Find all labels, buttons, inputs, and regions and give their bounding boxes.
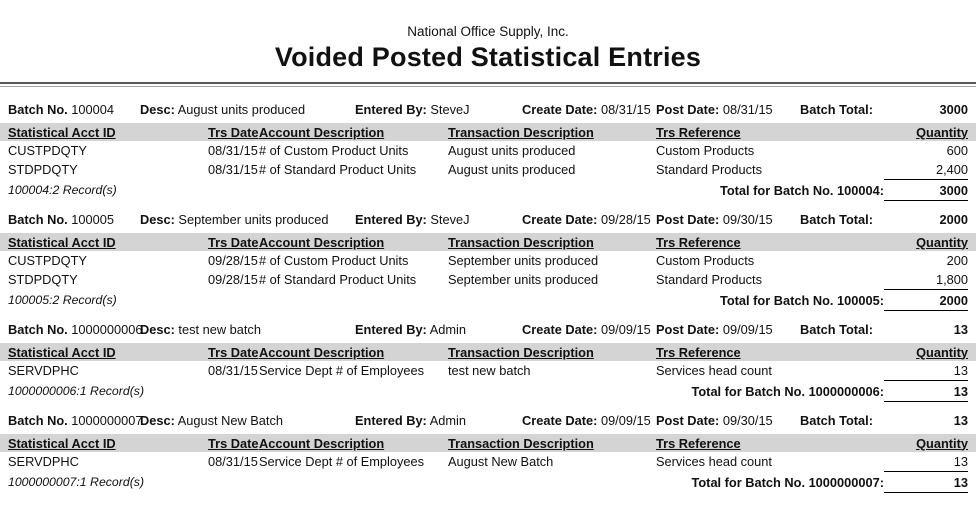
batch-header-row <box>0 408 976 432</box>
column-header-trs-reference: Trs Reference <box>656 344 741 360</box>
column-header-account-description: Account Description <box>259 344 385 360</box>
create-date-value: 09/28/15 <box>600 211 651 227</box>
cell-trs-date: 09/28/15 <box>208 272 258 287</box>
entered-by-value: Admin <box>429 321 466 337</box>
batch-list <box>0 97 976 493</box>
cell-transaction-description: test new batch <box>448 363 531 378</box>
column-header-quantity: Quantity <box>916 234 968 250</box>
cell-trs-reference: Services head count <box>656 363 772 378</box>
create-date-value: 08/31/15 <box>600 101 651 117</box>
post-date-field <box>656 322 800 337</box>
batch-total-row <box>0 471 976 493</box>
cell-trs-date: 08/31/15 <box>208 454 258 469</box>
desc-field <box>140 102 355 117</box>
post-date-value: 08/31/15 <box>722 101 773 117</box>
desc-label: Desc: <box>140 211 175 227</box>
entered-by-field <box>355 212 522 227</box>
desc-value: September units produced <box>178 211 329 227</box>
batch-total-label: Batch Total: <box>800 321 873 337</box>
batch-rows <box>0 251 976 289</box>
total-for-batch-label: Total for Batch No. 100004: <box>719 182 884 198</box>
batch-header-row <box>0 97 976 121</box>
cell-account-description: # of Standard Product Units <box>259 272 417 287</box>
entered-by-value: SteveJ <box>430 101 470 117</box>
post-date-label: Post Date: <box>656 101 720 117</box>
batch-total-field <box>800 322 968 337</box>
column-header-account-description: Account Description <box>259 234 385 250</box>
title-divider-rule <box>0 82 976 87</box>
column-header-transaction-description: Transaction Description <box>448 435 594 451</box>
cell-account-description: # of Custom Product Units <box>259 143 409 158</box>
cell-statistical-acct-id: STDPDQTY <box>8 162 78 177</box>
desc-label: Desc: <box>140 321 175 337</box>
batch-no-label: Batch No. <box>8 101 68 117</box>
table-row <box>0 361 976 380</box>
column-header-statistical-acct-id: Statistical Acct ID <box>8 435 116 451</box>
column-header-row <box>0 123 976 141</box>
create-date-label: Create Date: <box>522 211 598 227</box>
report-page <box>0 24 976 493</box>
batch-total-field <box>800 102 968 117</box>
total-for-batch-value: 2000 <box>884 289 968 311</box>
batch-total-label: Batch Total: <box>800 101 873 117</box>
batch-no-value: 1000000006 <box>71 321 143 337</box>
entered-by-field <box>355 322 522 337</box>
post-date-value: 09/09/15 <box>722 321 773 337</box>
record-count: 100004:2 Record(s) <box>8 183 117 197</box>
create-date-value: 09/09/15 <box>600 321 651 337</box>
create-date-field <box>522 413 656 428</box>
column-header-trs-reference: Trs Reference <box>656 435 741 451</box>
batch-section <box>0 207 976 311</box>
batch-rows <box>0 452 976 471</box>
cell-account-description: # of Standard Product Units <box>259 162 417 177</box>
batch-no-field <box>8 212 140 227</box>
cell-statistical-acct-id: CUSTPDQTY <box>8 143 87 158</box>
entered-by-label: Entered By: <box>355 101 427 117</box>
batch-no-value: 1000000007 <box>71 412 143 428</box>
column-header-account-description: Account Description <box>259 124 385 140</box>
post-date-label: Post Date: <box>656 412 720 428</box>
column-header-account-description: Account Description <box>259 435 385 451</box>
column-header-quantity: Quantity <box>916 124 968 140</box>
create-date-label: Create Date: <box>522 321 598 337</box>
batch-section <box>0 97 976 201</box>
cell-statistical-acct-id: CUSTPDQTY <box>8 253 87 268</box>
column-header-transaction-description: Transaction Description <box>448 344 594 360</box>
create-date-field <box>522 322 656 337</box>
batch-no-field <box>8 321 143 337</box>
create-date-label: Create Date: <box>522 412 598 428</box>
column-header-statistical-acct-id: Statistical Acct ID <box>8 234 116 250</box>
entered-by-label: Entered By: <box>355 412 427 428</box>
desc-value: August New Batch <box>177 412 283 428</box>
batch-total-field <box>800 212 968 227</box>
entered-by-label: Entered By: <box>355 321 427 337</box>
post-date-field <box>656 102 800 117</box>
cell-transaction-description: August New Batch <box>448 454 554 469</box>
column-header-trs-date: Trs Date <box>208 435 259 451</box>
record-count: 1000000007:1 Record(s) <box>8 475 145 489</box>
desc-value: August units produced <box>177 101 306 117</box>
page-title: Voided Posted Statistical Entries <box>274 42 702 72</box>
desc-field <box>140 212 355 227</box>
column-header-trs-date: Trs Date <box>208 234 259 250</box>
batch-section <box>0 317 976 402</box>
cell-trs-reference: Standard Products <box>656 272 762 287</box>
batch-total-value: 2000 <box>939 211 968 227</box>
cell-quantity: 600 <box>946 143 968 158</box>
cell-trs-date: 08/31/15 <box>208 162 258 177</box>
create-date-field <box>522 102 656 117</box>
column-header-trs-reference: Trs Reference <box>656 234 741 250</box>
entered-by-field <box>355 413 522 428</box>
cell-trs-reference: Services head count <box>656 454 772 469</box>
cell-quantity: 13 <box>953 454 968 469</box>
total-for-batch-label: Total for Batch No. 1000000007: <box>691 474 884 490</box>
desc-label: Desc: <box>140 101 175 117</box>
desc-field <box>140 322 355 337</box>
batch-section <box>0 408 976 493</box>
record-count: 1000000006:1 Record(s) <box>8 384 145 398</box>
post-date-value: 09/30/15 <box>722 211 773 227</box>
total-for-batch-label: Total for Batch No. 1000000006: <box>691 383 884 399</box>
column-header-trs-date: Trs Date <box>208 344 259 360</box>
total-for-batch-label: Total for Batch No. 100005: <box>719 292 884 308</box>
post-date-field <box>656 413 800 428</box>
batch-no-label: Batch No. <box>8 321 68 337</box>
batch-no-label: Batch No. <box>8 412 68 428</box>
cell-statistical-acct-id: STDPDQTY <box>8 272 78 287</box>
total-for-batch-value: 3000 <box>884 179 968 201</box>
record-count: 100005:2 Record(s) <box>8 293 117 307</box>
batch-total-value: 13 <box>953 412 968 428</box>
cell-transaction-description: August units produced <box>448 162 576 177</box>
cell-account-description: Service Dept # of Employees <box>259 454 425 469</box>
desc-value: test new batch <box>178 321 261 337</box>
batch-total-row <box>0 380 976 402</box>
batch-no-field <box>8 102 140 117</box>
table-row <box>0 141 976 160</box>
batch-total-row <box>0 179 976 201</box>
cell-quantity: 1,800 <box>935 272 968 287</box>
cell-statistical-acct-id: SERVDPHC <box>8 454 79 469</box>
batch-no-value: 100005 <box>71 211 114 227</box>
batch-header-row <box>0 317 976 341</box>
post-date-label: Post Date: <box>656 211 720 227</box>
entered-by-label: Entered By: <box>355 211 427 227</box>
column-header-row <box>0 343 976 361</box>
total-for-batch-value: 13 <box>884 380 968 402</box>
batch-total-field <box>800 413 968 428</box>
entered-by-field <box>355 102 522 117</box>
table-row <box>0 452 976 471</box>
cell-trs-reference: Custom Products <box>656 253 755 268</box>
column-header-statistical-acct-id: Statistical Acct ID <box>8 124 116 140</box>
batch-total-value: 13 <box>953 321 968 337</box>
column-header-transaction-description: Transaction Description <box>448 124 594 140</box>
batch-no-value: 100004 <box>71 101 114 117</box>
cell-statistical-acct-id: SERVDPHC <box>8 363 79 378</box>
batch-header-row <box>0 207 976 231</box>
company-name: National Office Supply, Inc. <box>407 24 569 39</box>
post-date-label: Post Date: <box>656 321 720 337</box>
batch-no-field <box>8 412 143 428</box>
desc-label: Desc: <box>140 412 175 428</box>
entered-by-value: SteveJ <box>430 211 470 227</box>
column-header-quantity: Quantity <box>916 435 968 451</box>
column-header-trs-reference: Trs Reference <box>656 124 741 140</box>
cell-trs-date: 08/31/15 <box>208 363 258 378</box>
batch-rows <box>0 361 976 380</box>
table-row <box>0 251 976 270</box>
cell-account-description: Service Dept # of Employees <box>259 363 425 378</box>
batch-total-label: Batch Total: <box>800 412 873 428</box>
create-date-field <box>522 212 656 227</box>
column-header-trs-date: Trs Date <box>208 124 259 140</box>
desc-field <box>140 413 355 428</box>
cell-trs-reference: Custom Products <box>656 143 755 158</box>
column-header-row <box>0 434 976 452</box>
post-date-field <box>656 212 800 227</box>
batch-no-label: Batch No. <box>8 211 68 227</box>
batch-total-row <box>0 289 976 311</box>
cell-transaction-description: September units produced <box>448 272 599 287</box>
batch-total-value: 3000 <box>939 101 968 117</box>
column-header-quantity: Quantity <box>916 344 968 360</box>
create-date-value: 09/09/15 <box>600 412 651 428</box>
cell-quantity: 200 <box>946 253 968 268</box>
batch-rows <box>0 141 976 179</box>
column-header-statistical-acct-id: Statistical Acct ID <box>8 344 116 360</box>
table-row <box>0 270 976 289</box>
entered-by-value: Admin <box>429 412 466 428</box>
post-date-value: 09/30/15 <box>722 412 773 428</box>
batch-total-label: Batch Total: <box>800 211 873 227</box>
cell-trs-date: 09/28/15 <box>208 253 258 268</box>
column-header-row <box>0 233 976 251</box>
cell-transaction-description: August units produced <box>448 143 576 158</box>
cell-quantity: 13 <box>953 363 968 378</box>
cell-trs-reference: Standard Products <box>656 162 762 177</box>
column-header-transaction-description: Transaction Description <box>448 234 594 250</box>
cell-quantity: 2,400 <box>935 162 968 177</box>
create-date-label: Create Date: <box>522 101 598 117</box>
table-row <box>0 160 976 179</box>
cell-trs-date: 08/31/15 <box>208 143 258 158</box>
cell-transaction-description: September units produced <box>448 253 599 268</box>
total-for-batch-value: 13 <box>884 471 968 493</box>
cell-account-description: # of Custom Product Units <box>259 253 409 268</box>
